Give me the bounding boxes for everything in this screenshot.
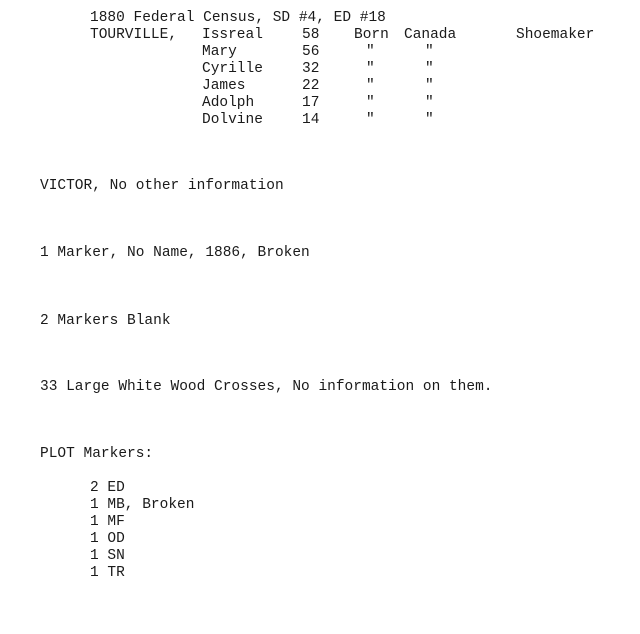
member-ditto-country: ": [425, 61, 434, 77]
member-ditto-born: ": [366, 61, 375, 77]
member-ditto-country: ": [425, 78, 434, 94]
member-name: Adolph: [202, 95, 255, 111]
plot-marker-item: 2 ED: [90, 480, 125, 496]
member-ditto-born: ": [366, 44, 375, 60]
head-country: Canada: [404, 27, 457, 43]
member-age: 14: [302, 112, 320, 128]
plot-marker-item: 1 MB, Broken: [90, 497, 195, 513]
note-markers-blank: 2 Markers Blank: [40, 313, 171, 329]
plot-marker-item: 1 TR: [90, 565, 125, 581]
plot-marker-item: 1 SN: [90, 548, 125, 564]
member-name: Dolvine: [202, 112, 263, 128]
head-age: 58: [302, 27, 320, 43]
head-born: Born: [354, 27, 389, 43]
member-name: Mary: [202, 44, 237, 60]
head-occupation: Shoemaker: [516, 27, 595, 43]
member-age: 17: [302, 95, 320, 111]
member-ditto-born: ": [366, 78, 375, 94]
note-marker-no-name: 1 Marker, No Name, 1886, Broken: [40, 245, 310, 261]
note-wood-crosses: 33 Large White Wood Crosses, No information on them.: [40, 379, 493, 395]
member-name: James: [202, 78, 246, 94]
plot-marker-item: 1 OD: [90, 531, 125, 547]
plot-markers-title: PLOT Markers:: [40, 446, 154, 462]
member-age: 32: [302, 61, 320, 77]
head-given-name: Issreal: [202, 27, 263, 43]
plot-marker-item: 1 MF: [90, 514, 125, 530]
member-ditto-country: ": [425, 44, 434, 60]
head-surname: TOURVILLE,: [90, 27, 178, 43]
member-ditto-country: ": [425, 112, 434, 128]
note-victor: VICTOR, No other information: [40, 178, 284, 194]
member-name: Cyrille: [202, 61, 263, 77]
member-age: 56: [302, 44, 320, 60]
member-ditto-born: ": [366, 95, 375, 111]
census-header: 1880 Federal Census, SD #4, ED #18: [90, 10, 386, 26]
member-age: 22: [302, 78, 320, 94]
member-ditto-country: ": [425, 95, 434, 111]
member-ditto-born: ": [366, 112, 375, 128]
